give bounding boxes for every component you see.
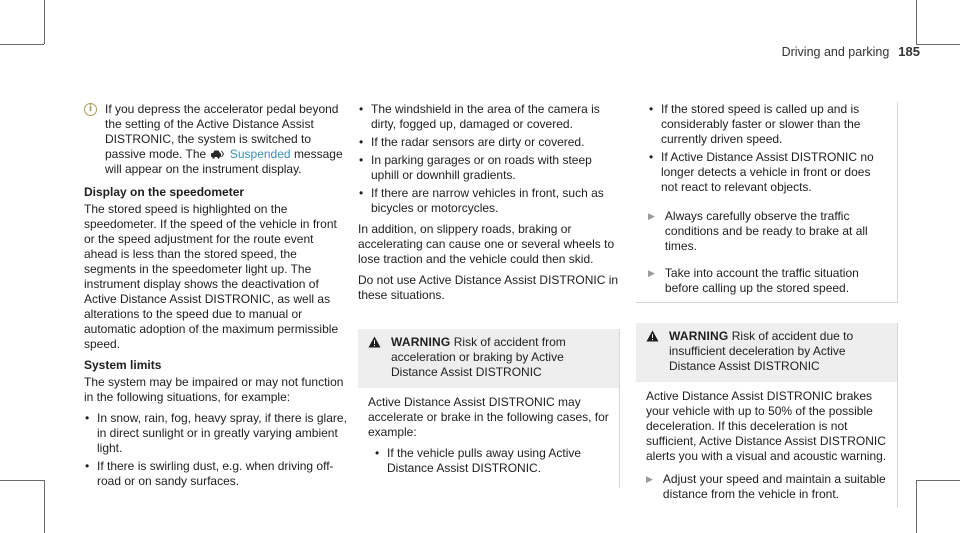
list-item: • If there are narrow vehicles in front, such as bicycles or motorcycles. xyxy=(359,186,604,215)
column-1 xyxy=(84,102,348,495)
continued-warning-panel xyxy=(636,102,898,303)
list-item: • The windshield in the area of the camera is dirty, fogged up, damaged or covered. xyxy=(359,102,600,131)
warning-triangle-icon xyxy=(646,330,659,342)
list-item: • If the vehicle pulls away using Active Distance Assist DISTRONIC. xyxy=(375,446,582,475)
system-limits-heading: System limits xyxy=(84,358,162,372)
list-item: • In parking garages or on roads with steep uphill or downhill gradients. xyxy=(359,153,592,182)
warning-triangle-icon xyxy=(368,336,381,348)
column-2 xyxy=(358,102,620,488)
crop-mark xyxy=(44,480,45,533)
instruction-step: ▶ Adjust your speed and maintain a suitable distance from the vehicle in front. xyxy=(646,472,886,501)
info-note-text: If you depress the accelerator pedal beyond the setting of the Active Distance Assist DISTRONIC, the system is switched to passive mode. The Suspended message will appear on the instrument display. xyxy=(105,102,343,176)
section-title: Driving and parking xyxy=(781,45,890,59)
warning-header xyxy=(358,329,619,388)
warning-box xyxy=(358,329,620,488)
suspended-status: Suspended xyxy=(229,147,291,161)
slippery-roads-text: In addition, on slippery roads, braking or accelerating can cause one or several wheels to lose traction and the vehicle could then skid. xyxy=(358,222,615,266)
crop-mark xyxy=(916,480,917,533)
list-item: • If Active Distance Assist DISTRONIC no longer detects a vehicle in front or does not react to relevant objects. xyxy=(649,150,874,194)
warning-box xyxy=(636,323,898,508)
crop-mark xyxy=(916,44,960,45)
crop-mark xyxy=(44,0,45,44)
step-arrow-icon: ▶ xyxy=(648,211,655,221)
warning-header xyxy=(636,323,897,382)
step-arrow-icon: ▶ xyxy=(646,474,653,484)
speedometer-heading: Display on the speedometer xyxy=(84,185,245,199)
system-limits-list xyxy=(84,411,348,489)
info-icon: i xyxy=(84,103,97,116)
warning-title: Risk of accident due to insufficient deceleration by Active Distance Assist DISTRONIC xyxy=(669,329,854,373)
page-header xyxy=(782,44,920,59)
acceleration-cases-list xyxy=(648,102,887,195)
warning-list xyxy=(374,446,609,476)
do-not-use-text: Do not use Active Distance Assist DISTRONIC in these situations. xyxy=(358,273,619,302)
crop-mark xyxy=(916,480,960,481)
speedometer-text: The stored speed is highlighted on the speedometer. If the speed of the vehicle in front or the speed adjustment for the route event ahead is less than the stored speed, the segments in the speedometer light up. The instrument display shows the deactivation of Active Distance Assist DISTRONIC, as well as alterations to the speed due to manual or automatic adoption of the maximum permissible speed. xyxy=(84,202,339,351)
warning-label: WARNING xyxy=(391,335,451,349)
system-limits-text: The system may be impaired or may not function in the following situations, for example: xyxy=(84,375,344,404)
instruction-step: ▶ Always carefully observe the traffic conditions and be ready to brake at all times. xyxy=(648,209,868,253)
column-3 xyxy=(636,102,898,508)
instruction-step: ▶ Take into account the traffic situation before calling up the stored speed. xyxy=(648,266,859,295)
warning-text: Active Distance Assist DISTRONIC brakes your vehicle with up to 50% of the possible deceleration. If this deceleration is not sufficient, Active Distance Assist DISTRONIC alerts you with a visual and acoustic warning. xyxy=(646,389,887,463)
list-item: • If the stored speed is called up and is considerably faster or slower than the currently driven speed. xyxy=(649,102,861,146)
crop-mark xyxy=(916,0,917,44)
warning-body xyxy=(636,382,897,508)
limits-list-continued xyxy=(358,102,620,216)
list-item: • If there is swirling dust, e.g. when driving off-road or on sandy surfaces. xyxy=(85,459,334,488)
car-distance-icon xyxy=(211,149,224,159)
warning-title: Risk of accident from acceleration or braking by Active Distance Assist DISTRONIC xyxy=(391,335,566,379)
warning-label: WARNING xyxy=(669,329,729,343)
crop-mark xyxy=(0,44,44,45)
list-item: • If the radar sensors are dirty or covered. xyxy=(359,135,585,149)
crop-mark xyxy=(0,480,44,481)
list-item: • In snow, rain, fog, heavy spray, if there is glare, in direct sunlight or in greatly varying ambient light. xyxy=(85,411,347,455)
step-arrow-icon: ▶ xyxy=(648,268,655,278)
page-number: 185 xyxy=(898,44,920,59)
info-note xyxy=(84,102,348,177)
warning-text: Active Distance Assist DISTRONIC may accelerate or brake in the following cases, for example: xyxy=(368,395,609,439)
warning-body xyxy=(358,388,619,488)
